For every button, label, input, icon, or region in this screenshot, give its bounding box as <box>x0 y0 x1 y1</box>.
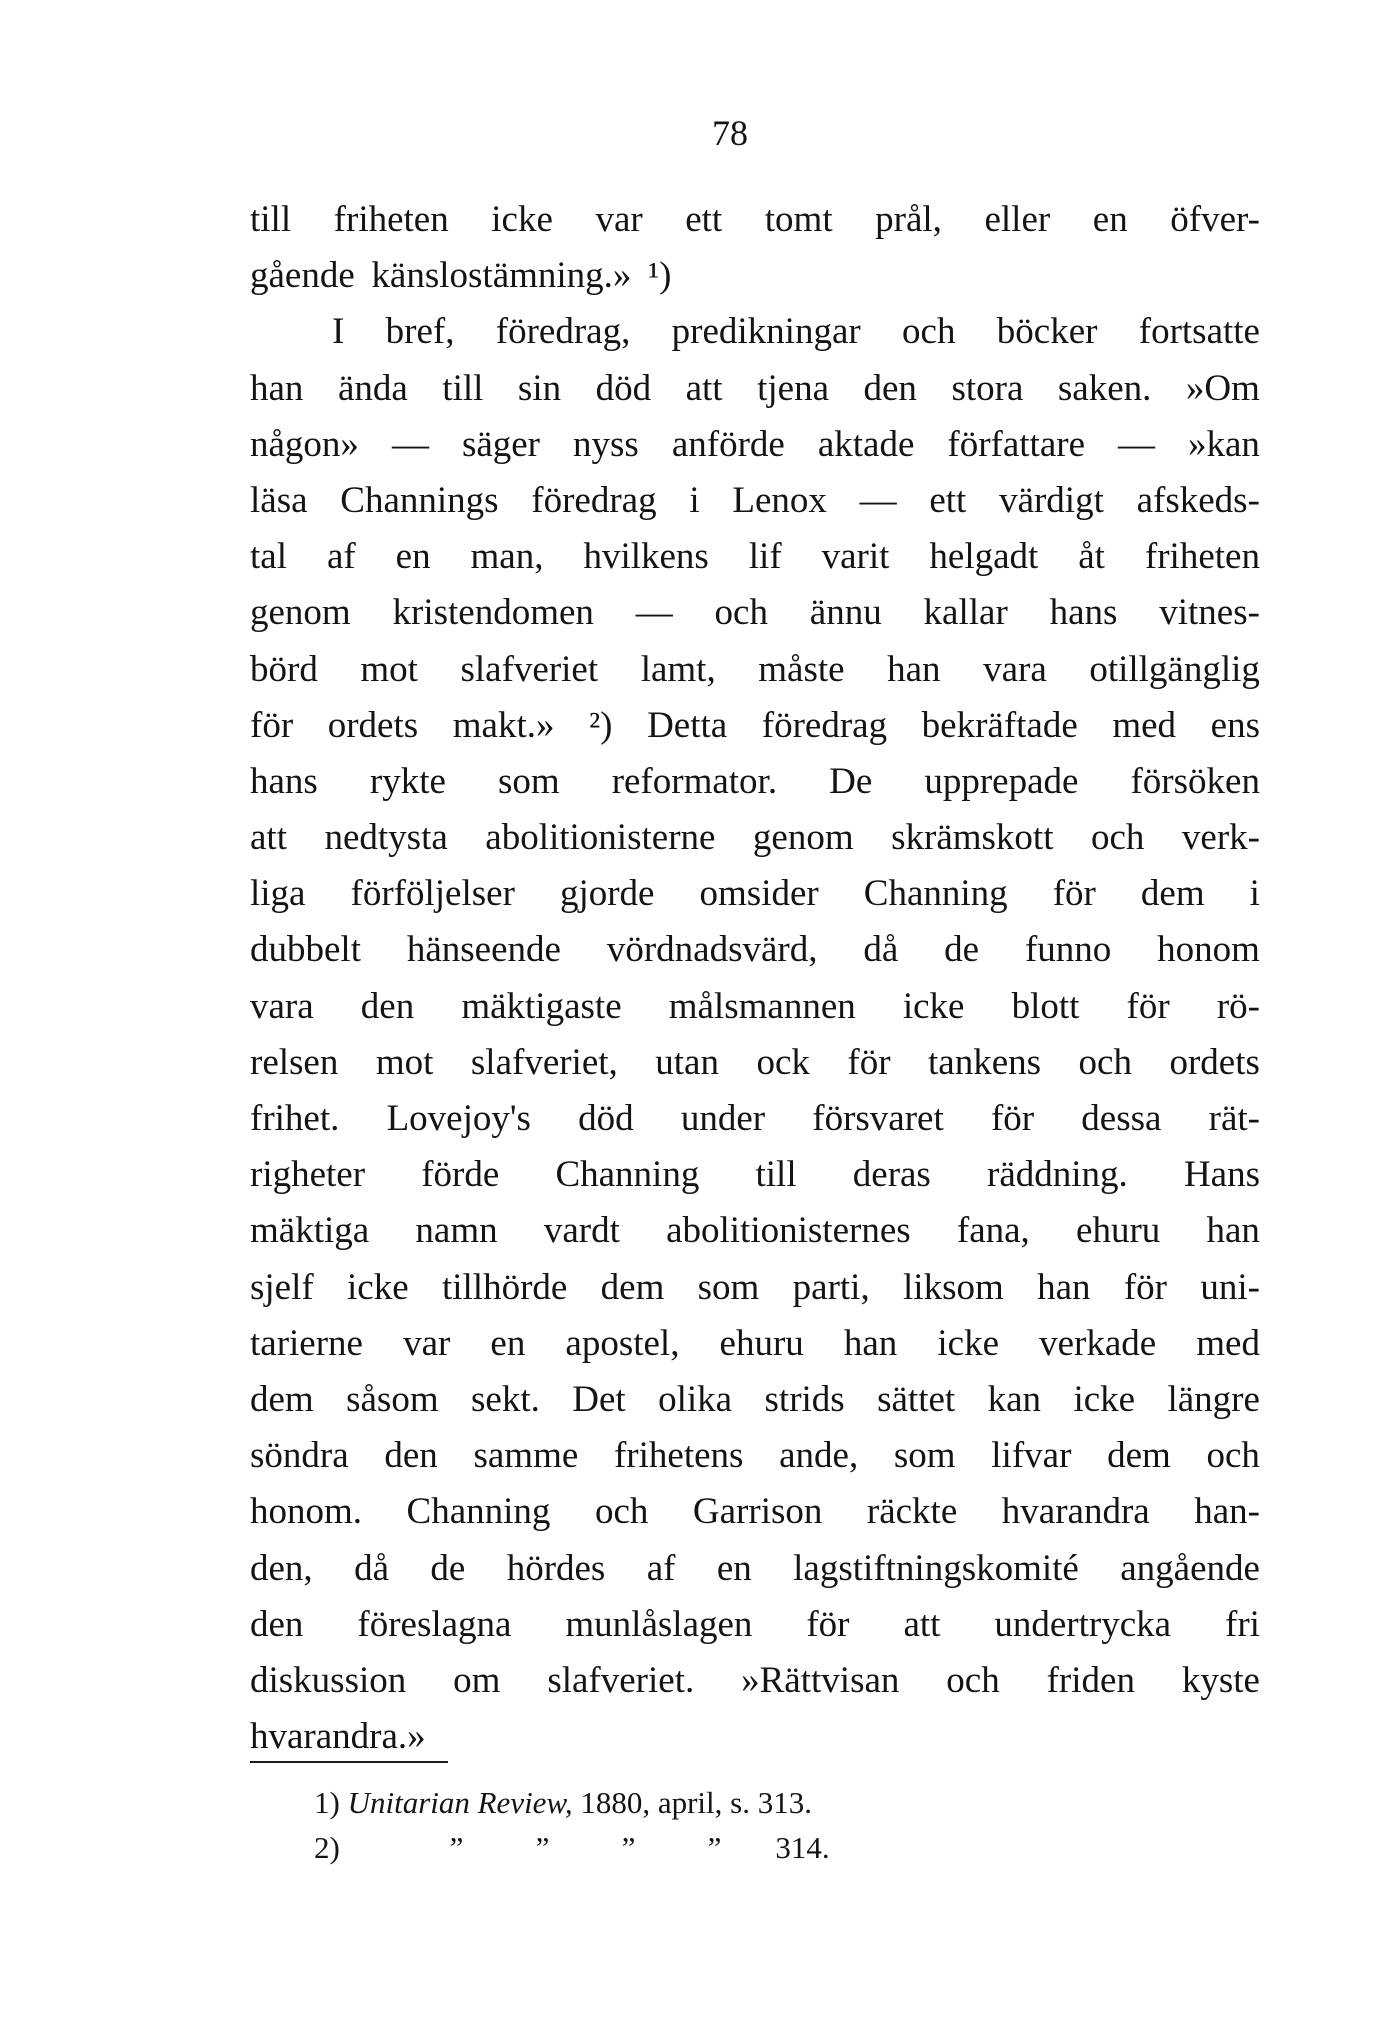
word: och <box>1078 1041 1132 1083</box>
word: ehuru <box>1076 1210 1161 1252</box>
word: för <box>847 1041 891 1083</box>
word: lifvar <box>991 1435 1072 1477</box>
ditto-mark: ” <box>621 1830 636 1865</box>
word: den <box>863 367 917 409</box>
word: strids <box>764 1378 845 1420</box>
word: ordets <box>327 704 419 746</box>
word: honom <box>1157 929 1260 971</box>
word: sjelf <box>250 1266 314 1308</box>
word: genom <box>250 592 351 634</box>
word: såsom <box>346 1378 439 1420</box>
word: och <box>1090 817 1145 859</box>
word: för <box>1123 1266 1167 1308</box>
word: frihet. <box>250 1098 340 1139</box>
word: munlåslagen <box>565 1603 753 1645</box>
word: måste <box>758 648 845 690</box>
word: olika <box>658 1378 733 1420</box>
word: vardt <box>543 1210 620 1252</box>
word: bekräftade <box>921 704 1078 746</box>
word: en <box>395 536 431 578</box>
word: föreslagna <box>357 1603 512 1645</box>
word: varit <box>821 536 890 578</box>
word: mot <box>375 1041 434 1083</box>
text-line <box>250 810 1260 866</box>
text-line <box>250 754 1260 810</box>
word: till <box>250 199 292 240</box>
word: kallar <box>923 592 1008 634</box>
word: sekt. <box>471 1378 540 1420</box>
word: hördes <box>506 1547 606 1589</box>
text-line <box>250 922 1260 978</box>
footnote-rule <box>250 1761 448 1763</box>
word: tarierne <box>250 1322 363 1364</box>
word: af <box>326 536 356 578</box>
footnotes <box>314 1780 1014 1870</box>
word: böcker <box>996 311 1098 353</box>
word: dem <box>1140 873 1205 915</box>
text-line <box>250 979 1260 1035</box>
word: läsa <box>250 479 308 521</box>
word: apostel, <box>565 1322 680 1364</box>
word: för <box>1126 985 1170 1027</box>
footnote-1 <box>314 1780 1014 1825</box>
word: ehuru <box>719 1322 804 1364</box>
word: diskussion <box>250 1659 407 1701</box>
text-line <box>250 642 1260 698</box>
footnote-source: Unitarian Review, <box>347 1785 573 1820</box>
word: i <box>689 479 700 521</box>
word: ännu <box>809 592 882 634</box>
word: genom <box>752 817 854 859</box>
word: nyss <box>573 423 639 465</box>
word: icke <box>937 1322 1000 1364</box>
word: friheten <box>333 199 449 240</box>
word: för <box>250 704 294 746</box>
word: Det <box>572 1378 626 1420</box>
word: hans <box>250 760 318 802</box>
word: värdigt <box>999 479 1104 521</box>
word: slafveriet <box>460 648 599 690</box>
footnote-marker: 2) <box>314 1830 340 1865</box>
word: ¹) <box>648 255 672 297</box>
word: förde <box>421 1154 500 1196</box>
word: försöken <box>1130 760 1260 802</box>
word: undertrycka <box>994 1603 1172 1645</box>
word: fana, <box>956 1210 1030 1252</box>
word: — <box>635 592 673 634</box>
word: icke <box>902 985 965 1027</box>
word: dessa <box>1081 1098 1162 1139</box>
word: verkade <box>1039 1322 1157 1364</box>
text-line <box>250 1035 1260 1091</box>
word: »Om <box>1185 367 1260 409</box>
word: righeter <box>250 1154 366 1196</box>
word: deras <box>852 1154 931 1196</box>
footnote-2 <box>314 1825 1014 1870</box>
word: en <box>716 1547 752 1589</box>
word: om <box>453 1659 501 1701</box>
word: som <box>497 760 560 802</box>
footnote-detail: 1880, april, s. 313. <box>580 1785 812 1820</box>
word: var <box>403 1322 451 1364</box>
word: de <box>430 1547 466 1589</box>
word: nedtysta <box>324 817 448 859</box>
word: slafveriet, <box>470 1041 618 1083</box>
word: räddning. <box>987 1154 1128 1196</box>
word: föredrag, <box>495 311 631 353</box>
word: den <box>384 1435 438 1477</box>
word: liksom <box>903 1266 1004 1308</box>
word: säger <box>461 423 541 465</box>
ditto-mark: ” <box>535 1830 550 1865</box>
word: tal <box>250 536 287 578</box>
word: bref, <box>385 311 455 353</box>
word: hvarandra <box>1001 1491 1150 1533</box>
word: att <box>903 1603 941 1645</box>
word: liga <box>250 873 306 915</box>
word: gjorde <box>559 873 655 915</box>
word: friheten <box>1144 536 1260 578</box>
word: makt.» <box>452 704 555 746</box>
word: friden <box>1046 1659 1135 1701</box>
word: vitnes- <box>1159 592 1260 634</box>
word: »Rättvisan <box>741 1659 900 1701</box>
word: gående <box>250 255 355 297</box>
text-line <box>250 1203 1260 1259</box>
word: börd <box>250 648 318 690</box>
footnote-marker: 1) <box>314 1785 340 1820</box>
word: fortsatte <box>1138 311 1260 353</box>
text-line <box>250 866 1260 922</box>
word: den, <box>250 1547 313 1589</box>
word: och <box>714 592 768 634</box>
word: han- <box>1194 1491 1260 1533</box>
word: sin <box>517 367 562 409</box>
word: som <box>893 1435 956 1477</box>
word: helgadt <box>929 536 1039 578</box>
word: ande, <box>779 1435 859 1477</box>
text-line <box>250 1541 1260 1597</box>
word: öfver- <box>1170 199 1260 240</box>
word: under <box>680 1098 766 1139</box>
word: tankens <box>928 1041 1042 1083</box>
word: dubbelt <box>250 929 361 971</box>
footnote-page: 314. <box>775 1830 830 1865</box>
word: död <box>595 367 652 409</box>
word: Channing <box>406 1491 551 1533</box>
word: i <box>1249 873 1260 915</box>
word: icke <box>1073 1378 1136 1420</box>
word: och <box>946 1659 1000 1701</box>
word: mäktiga <box>250 1210 370 1252</box>
word: tomt <box>764 199 833 240</box>
word: angående <box>1120 1547 1260 1589</box>
word: till <box>755 1154 797 1196</box>
word: — <box>859 479 897 521</box>
word: prål, <box>875 199 942 240</box>
word: att <box>685 367 723 409</box>
word: af <box>646 1547 676 1589</box>
word: med <box>1196 1322 1260 1364</box>
word: ett <box>685 199 723 240</box>
word: afskeds- <box>1136 479 1260 521</box>
word: predikningar <box>671 311 861 353</box>
word: och <box>902 311 956 353</box>
word: död <box>578 1098 634 1139</box>
text-line <box>250 1597 1260 1653</box>
word: att <box>250 817 287 859</box>
word: Channings <box>340 479 499 521</box>
word: åt <box>1078 536 1105 578</box>
word: dem <box>600 1266 665 1308</box>
text-line <box>250 1428 1260 1484</box>
word: tillhörde <box>441 1266 568 1308</box>
word: honom. <box>250 1491 363 1533</box>
word: försvaret <box>812 1098 944 1139</box>
word: Lenox <box>732 479 827 521</box>
word: kyste <box>1181 1659 1260 1701</box>
ditto-mark: ” <box>449 1830 464 1865</box>
word: han <box>1206 1210 1260 1252</box>
word: utan <box>655 1041 719 1083</box>
text-line <box>250 304 1260 360</box>
text-line <box>250 585 1260 641</box>
word: den <box>250 1603 304 1645</box>
word: förföljelser <box>350 873 515 915</box>
word: uni- <box>1200 1266 1260 1308</box>
word: den <box>360 985 415 1027</box>
word: målsmannen <box>668 985 856 1027</box>
text-line <box>250 417 1260 473</box>
word: dem <box>1107 1435 1171 1477</box>
word: ²) <box>589 704 613 746</box>
word: rät- <box>1208 1098 1260 1139</box>
word: för <box>806 1603 850 1645</box>
text-line <box>250 1147 1260 1203</box>
word: aktade <box>817 423 915 465</box>
word: då <box>863 929 899 971</box>
text-line <box>250 473 1260 529</box>
word: mot <box>360 648 418 690</box>
text-line <box>250 248 1260 304</box>
word: eller <box>984 199 1051 240</box>
word: han <box>843 1322 898 1364</box>
word: dem <box>250 1378 314 1420</box>
word: till <box>442 367 484 409</box>
word: och <box>1206 1435 1260 1477</box>
word: Lovejoy's <box>386 1098 531 1139</box>
word: med <box>1112 704 1177 746</box>
word: kristendomen <box>392 592 594 634</box>
word: rykte <box>369 760 446 802</box>
word: slafveriet. <box>547 1659 695 1701</box>
word: kan <box>987 1378 1042 1420</box>
word: Channing <box>863 873 1008 915</box>
word: vara <box>250 985 314 1027</box>
word: man, <box>470 536 544 578</box>
word: och <box>594 1491 649 1533</box>
word: han <box>250 367 304 409</box>
word: ett <box>929 479 967 521</box>
word: De <box>829 760 873 802</box>
word: någon» <box>250 423 359 465</box>
word: Garrison <box>692 1491 823 1533</box>
word: icke <box>491 199 553 240</box>
word: lamt, <box>640 648 716 690</box>
word: parti, <box>792 1266 870 1308</box>
page-number: 78 <box>712 113 748 153</box>
word: han <box>1037 1266 1091 1308</box>
word: hvilkens <box>583 536 709 578</box>
word: mäktigaste <box>461 985 622 1027</box>
word: sättet <box>877 1378 956 1420</box>
word: relsen <box>250 1041 339 1083</box>
text-line <box>250 529 1260 585</box>
word: blott <box>1011 985 1080 1027</box>
word: för <box>1052 873 1096 915</box>
word: söndra <box>250 1435 349 1477</box>
word: otillgänglig <box>1089 648 1260 690</box>
word: hans <box>1049 592 1118 634</box>
word: abolitionisternes <box>666 1210 911 1252</box>
word: räckte <box>866 1491 958 1533</box>
text-line <box>250 192 1260 248</box>
body-text <box>250 192 1260 1765</box>
word: »kan <box>1188 423 1260 465</box>
word: vara <box>983 648 1047 690</box>
word: tjena <box>757 367 829 409</box>
word: abolitionisterne <box>485 817 716 859</box>
word: för <box>990 1098 1035 1139</box>
word: upprepade <box>924 760 1079 802</box>
word: ens <box>1210 704 1260 746</box>
word: var <box>595 199 643 240</box>
word: frihetens <box>613 1435 744 1477</box>
word: fri <box>1225 1603 1260 1645</box>
text-line <box>250 361 1260 417</box>
word: ordets <box>1169 1041 1260 1083</box>
text-line <box>250 698 1260 754</box>
word: saken. <box>1057 367 1152 409</box>
word: skrämskott <box>891 817 1054 859</box>
text-line <box>250 1653 1260 1709</box>
ditto-mark: ” <box>707 1830 722 1865</box>
word: stora <box>951 367 1024 409</box>
text-line <box>250 1372 1260 1428</box>
word: Channing <box>555 1154 700 1196</box>
word: funno <box>1024 929 1112 971</box>
word: hvarandra.» <box>250 1716 426 1758</box>
word: icke <box>347 1266 409 1308</box>
word: då <box>354 1547 389 1589</box>
word: han <box>887 648 941 690</box>
word: verk- <box>1181 817 1260 859</box>
word: ända <box>337 367 408 409</box>
word: I <box>332 311 345 353</box>
word: som <box>697 1266 760 1308</box>
text-line <box>250 1091 1260 1147</box>
word: lagstiftningskomité <box>793 1547 1079 1589</box>
word: Hans <box>1183 1154 1260 1196</box>
word: samme <box>473 1435 579 1477</box>
word: en <box>1092 199 1128 240</box>
text-line <box>250 1260 1260 1316</box>
word: en <box>490 1322 526 1364</box>
word: anförde <box>671 423 785 465</box>
word: vördnadsvärd, <box>606 929 818 971</box>
word: föredrag <box>761 704 888 746</box>
word: — <box>391 423 429 465</box>
word: reformator. <box>611 760 778 802</box>
word: författare <box>947 423 1085 465</box>
word: namn <box>415 1210 498 1252</box>
ditto-marks <box>348 1825 768 1870</box>
word: Detta <box>647 704 728 746</box>
word: ock <box>756 1041 810 1083</box>
text-line <box>250 1316 1260 1372</box>
word: omsider <box>699 873 819 915</box>
word: hänseende <box>406 929 561 971</box>
word: känslostämning.» <box>371 255 632 297</box>
word: — <box>1118 423 1155 465</box>
word: längre <box>1167 1378 1260 1420</box>
word: rö- <box>1216 985 1260 1027</box>
text-line <box>250 1709 1260 1765</box>
word: föredrag <box>531 479 657 521</box>
word: lif <box>748 536 782 578</box>
text-line <box>250 1484 1260 1540</box>
word: de <box>944 929 980 971</box>
